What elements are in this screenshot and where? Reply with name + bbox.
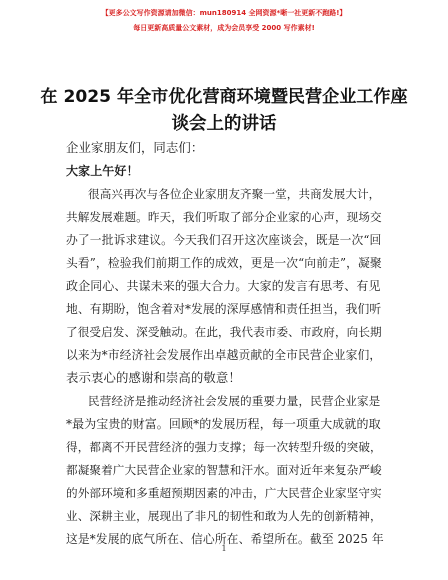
- promo-banner-line-1: 【更多公文写作资源请加微信：mun180914 全网资源*晰一社更新不跑路!】: [101, 9, 347, 17]
- page-number: 1: [221, 544, 227, 553]
- document-title-line-2: 谈会上的讲话: [171, 114, 277, 134]
- body-line: 办了一批诉求建议。今天我们召开这次座谈会，既是一次“回: [66, 233, 382, 247]
- body-line: 政企同心、共谋未来的强大合力。大家的发言有思考、有见: [66, 279, 381, 293]
- body-line: 很高兴再次与各位企业家朋友齐聚一堂，共商发展大计，: [88, 187, 381, 201]
- promo-banner-line-2: 每日更新高质量公文素材，成为会员享受 2000 写作素材!: [133, 24, 315, 32]
- greeting: 大家上午好！: [66, 164, 139, 178]
- body-line: 头看”，检验我们前期工作的成效，更是一次“向前走”，凝聚: [66, 256, 382, 270]
- salutation: 企业家朋友们，同志们：: [66, 140, 204, 155]
- body-line: 地、有期盼，饱含着对*发展的深厚感情和责任担当，我们听: [66, 302, 382, 316]
- body-line: 得，都离不开民营经济的强力支撑；每一次转型升级的突破，: [66, 440, 382, 454]
- body-line: 以来为*市经济社会发展作出卓越贡献的全市民营企业家们，: [66, 348, 382, 362]
- body-line: 业、深耕主业，展现出了非凡的韧性和敢为人先的创新精神，: [66, 509, 382, 523]
- body-line: 都凝聚着广大民营企业家的智慧和汗水。面对近年来复杂严峻: [66, 463, 382, 477]
- body-line: 了很受启发、深受触动。在此，我代表市委、市政府，向长期: [66, 325, 382, 339]
- body-line: *最为宝贵的财富。回顾*的发展历程，每一项重大成就的取: [66, 417, 381, 431]
- body-line: 民营经济是推动经济社会发展的重要力量，民营企业家是: [88, 394, 381, 408]
- document-title-line-1: 在 2025 年全市优化营商环境暨民营企业工作座: [40, 87, 408, 107]
- body-line: 共解发展难题。昨天，我们听取了部分企业家的心声，现场交: [66, 210, 382, 224]
- body-line: 表示衷心的感谢和崇高的敬意！: [66, 370, 241, 385]
- body-line: 的外部环境和多重超预期因素的冲击，广大民营企业家坚守实: [66, 486, 382, 500]
- body-line: 这是*发展的底气所在、信心所在、希望所在。截至 2025 年: [66, 532, 384, 546]
